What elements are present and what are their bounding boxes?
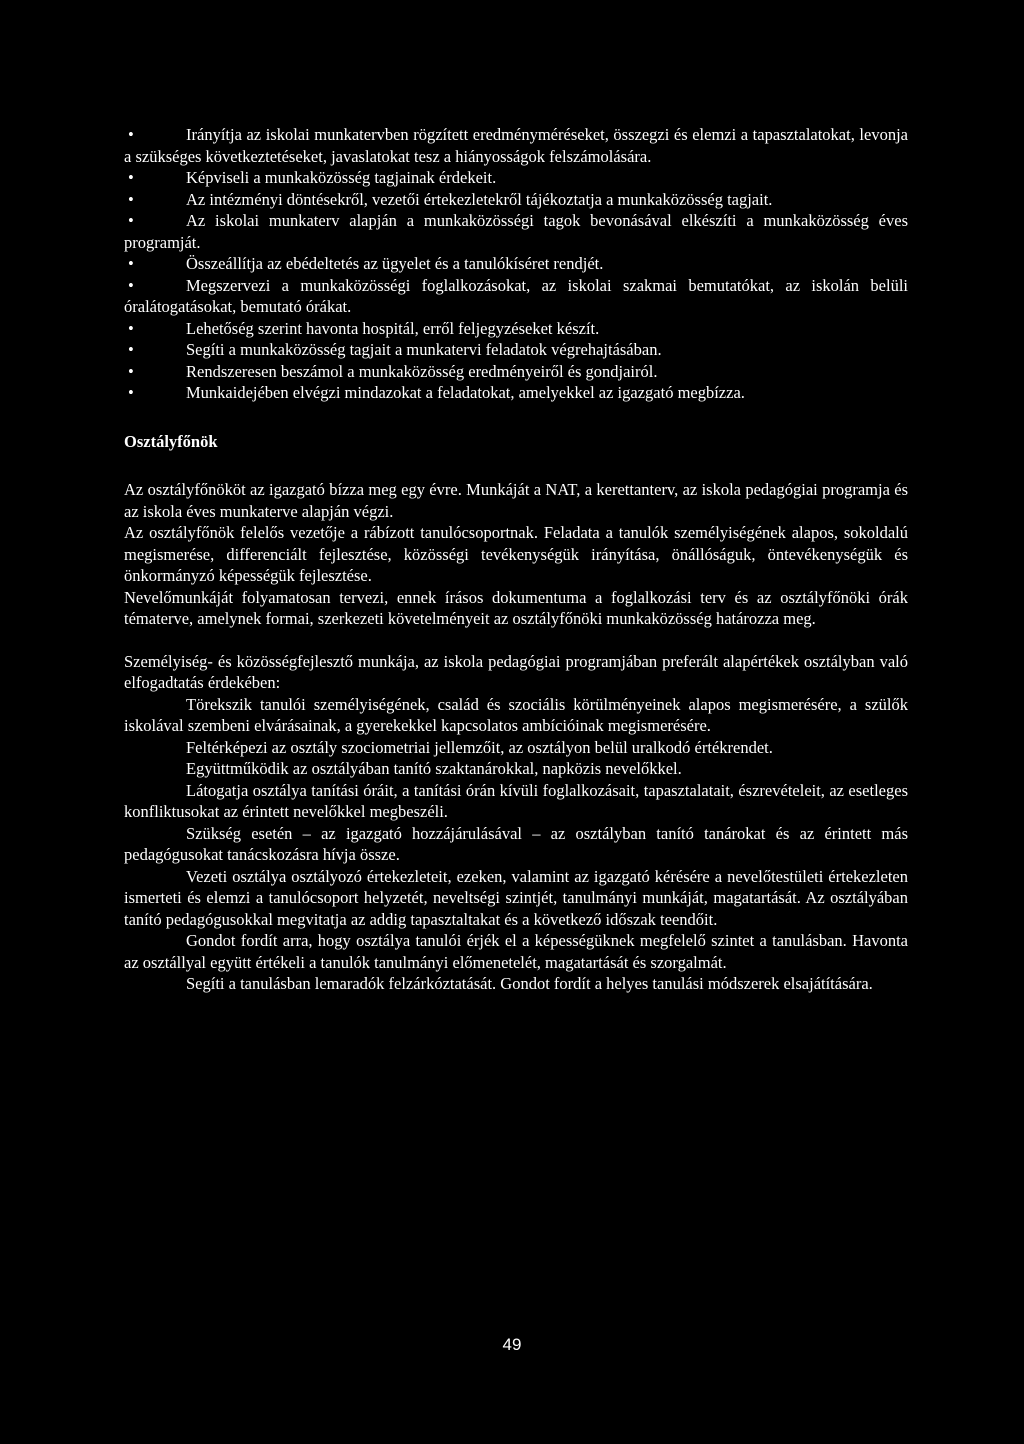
list-item: • Az iskolai munkaterv alapján a munkaközösségi tagok bevonásával elkészíti a munkaközösség éves programját. [124,210,908,253]
lead-paragraph: Személyiség- és közösségfejlesztő munkája, az iskola pedagógiai programjában preferált alapértékek osztályban való elfogadtatás érdekében: [124,651,908,692]
paragraph: Az osztályfőnök felelős vezetője a rábízott tanulócsoportnak. Feladata a tanulók személyiségének alapos, sokoldalú megismerése, differenciált fejlesztése, közösségi tevékenységük irányítása, önállóságuk, öntevékenységük és önkormányzó képességük fejlesztése. [124,523,908,585]
list-item: • Irányítja az iskolai munkatervben rögzített eredményméréseket, összegzi és elemzi a tapasztalatokat, levonja a szükséges következtetéseket, javaslatokat tesz a hiányosságok felszámolására. [124,124,908,167]
task-paragraph: Segíti a tanulásban lemaradók felzárkóztatását. Gondot fordít a helyes tanulási módszerek elsajátítására. [186,974,873,993]
list-item: • Rendszeresen beszámol a munkaközösség eredményeiről és gondjairól. [124,361,908,383]
section-heading: Osztályfőnök [124,431,218,451]
task-paragraph: Gondot fordít arra, hogy osztálya tanulói érjék el a képességüknek megfelelő szintet a tanulásban. Havonta az osztállyal együtt értékeli a tanulók tanulmányi előmenetelét, magatartását és szorgalmát. [124,931,908,972]
bullet-list [124,124,908,404]
task-paragraph: Együttműködik az osztályában tanító szaktanárokkal, napközis nevelőkkel. [186,759,682,778]
task-paragraph: Törekszik tanulói személyiségének, család és szociális körülményeinek alapos megismerésére, a szülők iskolával szembeni elvárásainak, a gyerekekkel kapcsolatos ambícióinak megismerésére. [124,694,908,735]
list-item: • Összeállítja az ebédeltetés az ügyelet és a tanulókíséret rendjét. [124,253,908,275]
list-item: • Munkaidejében elvégzi mindazokat a feladatokat, amelyekkel az igazgató megbízza. [124,382,908,404]
page-number: 49 [502,1335,522,1354]
task-paragraph: Látogatja osztálya tanítási óráit, a tanítási órán kívüli foglalkozásait, tapasztalatait, észrevételeit, az esetleges konfliktusokat az érintett nevelőkkel megbeszéli. [124,780,908,821]
list-item: • Képviseli a munkaközösség tagjainak érdekeit. [124,167,908,189]
list-item: • Az intézményi döntésekről, vezetői értekezletekről tájékoztatja a munkaközösség tagjait. [124,189,908,211]
task-paragraph: Feltérképezi az osztály szociometriai jellemzőit, az osztályon belül uralkodó értékrendet. [186,737,773,757]
paragraph: Az osztályfőnököt az igazgató bízza meg egy évre. Munkáját a NAT, a kerettanterv, az iskola pedagógiai programja és az iskola éves munkaterve alapján végzi. [124,480,908,521]
list-item: • Lehetőség szerint havonta hospitál, erről feljegyzéseket készít. [124,318,908,340]
paragraph: Nevelőmunkáját folyamatosan tervezi, ennek írásos dokumentuma a foglalkozási terv és az osztályfőnöki órák tématerve, amelynek formai, szerkezeti követelményeit az osztályfőnöki munkaközösség határozza meg. [124,587,908,628]
task-paragraph: Vezeti osztálya osztályozó értekezleteit, ezeken, valamint az igazgató kérésére a nevelőtestületi értekezleten ismerteti és elemzi a tanulócsoport helyzetét, neveltségi szintjét, tanulmányi munkáját, magatartását. Az osztályában tanító pedagógusokkal megvitatja az addig tapasztaltakat és a következő időszak teendőit. [124,866,908,929]
document-page [124,124,908,995]
task-paragraph: Szükség esetén – az igazgató hozzájárulásával – az osztályban tanító tanárokat és az érintett más pedagógusokat tanácskozásra hívja össze. [124,823,908,864]
list-item: • Segíti a munkaközösség tagjait a munkatervi feladatok végrehajtásában. [124,339,908,361]
list-item: • Megszervezi a munkaközösségi foglalkozásokat, az iskolai szakmai bemutatókat, az iskolán belüli óralátogatásokat, bemutató órákat. [124,275,908,318]
